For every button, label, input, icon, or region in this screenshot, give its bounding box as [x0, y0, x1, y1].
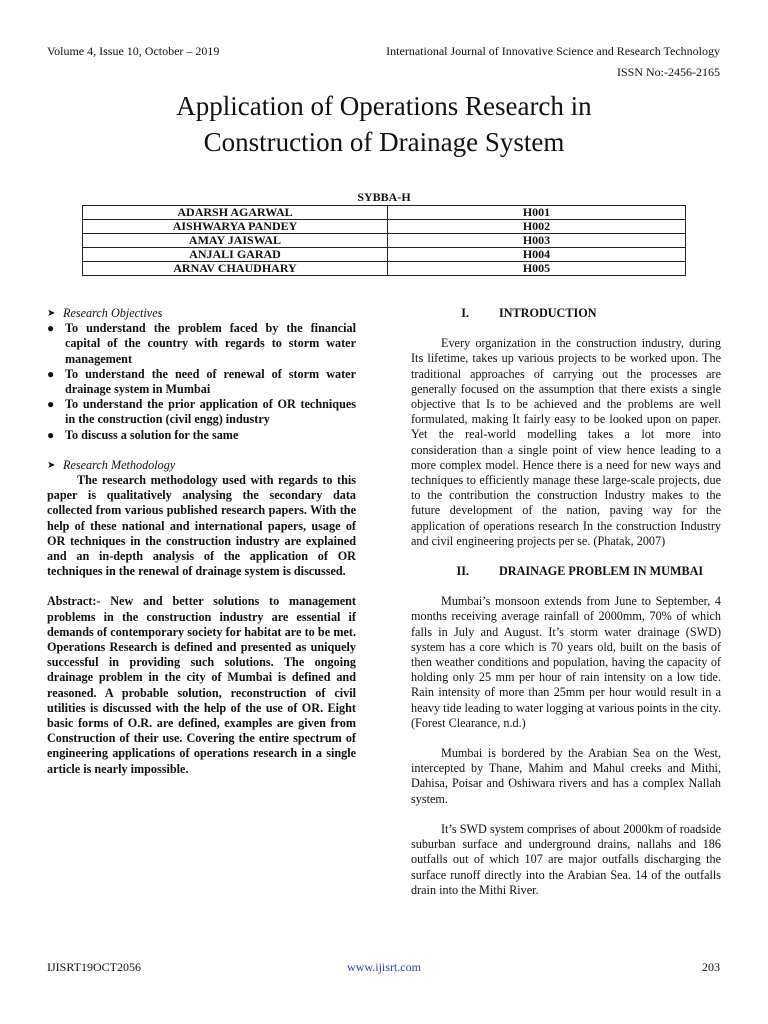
volume-info: Volume 4, Issue 10, October – 2019 [47, 44, 220, 58]
table-row [83, 262, 686, 276]
table-row [83, 206, 686, 220]
journal-website-link[interactable]: www.ijisrt.com [347, 960, 421, 974]
methodology-heading-row [47, 458, 356, 473]
paper-code: IJISRT19OCT2056 [47, 960, 141, 974]
list-item: ● To understand the need of renewal of storm water drainage system in Mumbai [47, 366, 356, 397]
section-number: II. [456, 564, 469, 579]
page-number: 203 [702, 960, 720, 974]
table-row [83, 234, 686, 248]
bullet-icon: ● [47, 427, 55, 442]
bullet-icon: ● [47, 321, 55, 336]
list-item: ● To understand the problem faced by the financial capital of the country with regards to storm water management [47, 321, 356, 366]
drainage-paragraph-1: Mumbai’s monsoon extends from June to September, 4 months receiving average rainfall of 2000mm, 70% of which falls in July and August. It’s storm water drainage (SWD) system has a core which is 70 years old, built on the basis of then weather conditions and population, having the capacity of holding only 25 mm per hour of rain intensity on a low tide. Rain intensity of more than 25mm per hour would result in a heavy tide leading to water logging at various points in the city. (Forest Clearance, n.d.) [411, 594, 721, 730]
author-id: H001 [388, 206, 686, 220]
author-id: H002 [388, 220, 686, 234]
author-name: AISHWARYA PANDEY [83, 220, 388, 234]
methodology-text: The research methodology used with regards to this paper is qualitatively analysing the secondary data collected from various published research papers. With the help of these national and international papers, usage of OR techniques in the construction industry are explained and an in-depth analysis of the application of OR techniques in the renewal of drainage system is discussed. [47, 473, 356, 579]
introduction-paragraph: Every organization in the construction industry, during Its lifetime, takes up various projects to be worked upon. The traditional approaches of carrying out the processes are generally focused on the assumption that there exists a single objective that Is to be achieved and the problems are well formulated, making It fairly easy to be looked upon on paper. Yet the real-world modelling takes a lot more into consideration than a single point of view hence leading to a more complex model. Hence there is a need for new ways and techniques to efficiently manage these large-scale projects, due to the contribution the construction Industry makes to the future development of the nation, paving way for the application of operations research In the construction Industry and civil engineering projects per se. (Phatak, 2007) [411, 336, 721, 548]
table-row [83, 248, 686, 262]
author-table [82, 205, 686, 276]
list-item: ● To discuss a solution for the same [47, 427, 239, 442]
issn: ISSN No:-2456-2165 [616, 65, 720, 79]
paper-title [60, 88, 708, 160]
bullet-icon: ● [47, 397, 55, 412]
author-name: ARNAV CHAUDHARY [83, 262, 388, 276]
section-title: INTRODUCTION [499, 306, 597, 320]
author-id: H004 [388, 248, 686, 262]
section-title: DRAINAGE PROBLEM IN MUMBAI [499, 564, 704, 579]
author-id: H003 [388, 234, 686, 248]
left-column [47, 306, 356, 777]
drainage-paragraph-3: It’s SWD system comprises of about 2000km of roadside suburban surface and underground drains, nallahs and 186 outfalls out of which 107 are major outfalls discharging the surface runoff directly into the Arabian Sea. 14 of the outfalls drain into the Mithi River. [411, 821, 721, 897]
author-name: ADARSH AGARWAL [83, 206, 388, 220]
arrow-bullet-icon: ➤ [47, 308, 56, 319]
objectives-heading: Research Objectives [63, 306, 163, 320]
title-line-1: Application of Operations Research in [176, 91, 592, 121]
bullet-icon: ● [47, 366, 55, 381]
abstract-text: Abstract:- New and better solutions to management problems in the construction industry are essential if demands of contemporary society for habitat are to be met. Operations Research is defined and presented as uniquely successful in providing such solutions. The ongoing drainage problem in the city of Mumbai is defined and reasoned. A probable solution, reconstruction of civil utilities is discussed with the help of the use of OR. Eight basic forms of O.R. are defined, examples are given from Construction of their use. Covering the entire spectrum of engineering applications of operations research in a single article is nearly impossible. [47, 594, 356, 776]
title-line-2: Construction of Drainage System [203, 127, 565, 157]
author-name: ANJALI GARAD [83, 248, 388, 262]
journal-name: International Journal of Innovative Science and Research Technology [386, 44, 720, 58]
author-name: AMAY JAISWAL [83, 234, 388, 248]
objectives-heading-row [47, 306, 356, 321]
author-id: H005 [388, 262, 686, 276]
methodology-heading: Research Methodology [63, 457, 176, 472]
table-row [83, 220, 686, 234]
section-heading-drainage [411, 564, 721, 579]
section-heading-introduction [411, 306, 721, 321]
section-number: I. [461, 306, 469, 320]
list-item: ● To understand the prior application of OR techniques in the construction (civil engg) industry [47, 397, 356, 427]
author-group-label: SYBBA-H [357, 190, 411, 204]
drainage-paragraph-2: Mumbai is bordered by the Arabian Sea on the West, intercepted by Thane, Mahim and Mahul creeks and Mithi, Dahisa, Poisar and Oshiwara rivers and has a complex Nallah system. [411, 746, 721, 806]
right-column [411, 306, 721, 898]
arrow-bullet-icon: ➤ [47, 459, 56, 471]
objectives-list [47, 321, 356, 443]
